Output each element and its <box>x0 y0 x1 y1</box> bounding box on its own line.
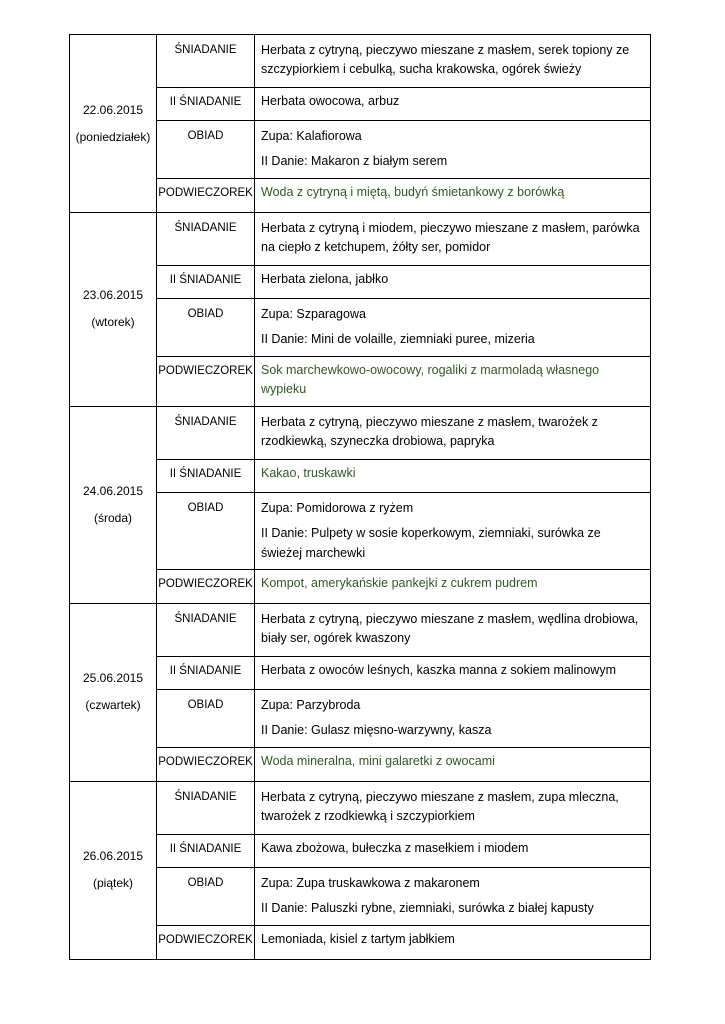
meal-description <box>255 492 651 569</box>
meal-name: II ŚNIADANIE <box>157 88 255 121</box>
meal-description-line: Zupa: Kalafiorowa <box>261 129 362 143</box>
meal-description <box>255 834 651 867</box>
meal-description-line: II Danie: Mini de volaille, ziemniaki puree, mizeria <box>261 332 535 347</box>
meal-name: ŚNIADANIE <box>157 406 255 459</box>
meal-row <box>70 121 651 179</box>
meal-description <box>255 179 651 213</box>
meal-description <box>255 121 651 179</box>
meal-description-line: Herbata z cytryną i miodem, pieczywo mieszane z masłem, parówka na ciepło z ketchupem, żółty ser, pomidor <box>261 221 640 255</box>
meal-description <box>255 747 651 781</box>
day-weekday: (piątek) <box>92 876 133 891</box>
day-cell <box>70 781 157 959</box>
meal-description <box>255 569 651 603</box>
meal-name: OBIAD <box>157 299 255 357</box>
meal-description-line: Zupa: Parzybroda <box>261 697 361 712</box>
meal-name: PODWIECZOREK <box>157 569 255 603</box>
meal-description-line: Zupa: Szparagowa <box>261 307 366 321</box>
meal-name: ŚNIADANIE <box>157 213 255 266</box>
meal-description <box>255 213 651 266</box>
meal-name: ŚNIADANIE <box>157 35 255 88</box>
day-weekday: (środa) <box>93 510 132 525</box>
meal-description-line: Kakao, truskawki <box>261 465 356 480</box>
meal-description-line: Herbata zielona, jabłko <box>261 272 389 286</box>
meal-row <box>70 603 651 656</box>
meal-row <box>70 925 651 959</box>
meal-row <box>70 357 651 407</box>
meal-description <box>255 689 651 747</box>
meal-row <box>70 35 651 88</box>
day-cell <box>70 603 157 781</box>
meal-description <box>255 88 651 121</box>
meal-name: PODWIECZOREK <box>157 925 255 959</box>
meal-description <box>255 35 651 88</box>
meal-description-line: Herbata z cytryną, pieczywo mieszane z masłem, zupa mleczna, twarożek z rzodkiewką i szczypiorkiem <box>261 789 619 824</box>
meal-name: II ŚNIADANIE <box>157 266 255 299</box>
meal-description-line: Kompot, amerykańskie pankejki z cukrem pudrem <box>261 575 538 590</box>
meal-description <box>255 656 651 689</box>
meal-description-line: Kawa zbożowa, bułeczka z masełkiem i miodem <box>261 840 529 855</box>
meal-name: PODWIECZOREK <box>157 747 255 781</box>
meal-name: II ŚNIADANIE <box>157 834 255 867</box>
meal-row <box>70 299 651 357</box>
menu-table <box>69 34 651 960</box>
day-weekday: (wtorek) <box>91 315 135 330</box>
meal-description-line: Zupa: Pomidorowa z ryżem <box>261 500 414 515</box>
meal-description-line: II Danie: Pulpety w sosie koperkowym, ziemniaki, surówka ze świeżej marchewki <box>261 526 601 560</box>
day-date: 26.06.2015 <box>82 849 144 864</box>
day-cell <box>70 213 157 407</box>
meal-row <box>70 88 651 121</box>
meal-row <box>70 656 651 689</box>
meal-description <box>255 299 651 357</box>
meal-description-line: Woda mineralna, mini galaretki z owocami <box>261 753 495 768</box>
meal-name: OBIAD <box>157 121 255 179</box>
day-weekday: (czwartek) <box>85 698 141 713</box>
meal-description-line: II Danie: Makaron z białym serem <box>261 154 448 169</box>
meal-description <box>255 266 651 299</box>
meal-name: OBIAD <box>157 492 255 569</box>
meal-name: PODWIECZOREK <box>157 357 255 407</box>
meal-name: ŚNIADANIE <box>157 781 255 834</box>
meal-name: II ŚNIADANIE <box>157 656 255 689</box>
meal-row <box>70 781 651 834</box>
meal-row <box>70 406 651 459</box>
meal-row <box>70 569 651 603</box>
meal-row <box>70 867 651 925</box>
meal-row <box>70 266 651 299</box>
meal-description <box>255 925 651 959</box>
meal-row <box>70 492 651 569</box>
meal-row <box>70 459 651 492</box>
meal-description-line: Woda z cytryną i miętą, budyń śmietankowy z borówką <box>261 185 565 199</box>
meal-description-line: Zupa: Zupa truskawkowa z makaronem <box>261 875 480 890</box>
meal-description-line: Herbata owocowa, arbuz <box>261 94 400 108</box>
meal-description-line: Lemoniada, kisiel z tartym jabłkiem <box>261 931 455 946</box>
meal-description-line: Herbata z owoców leśnych, kaszka manna z sokiem malinowym <box>261 662 616 677</box>
day-weekday: (poniedziałek) <box>75 129 151 144</box>
meal-description <box>255 781 651 834</box>
meal-row <box>70 213 651 266</box>
meal-description <box>255 357 651 407</box>
day-date: 24.06.2015 <box>82 483 144 498</box>
meal-row <box>70 747 651 781</box>
menu-body <box>70 35 651 960</box>
meal-description <box>255 459 651 492</box>
meal-row <box>70 689 651 747</box>
meal-description-line: Herbata z cytryną, pieczywo mieszane z masłem, twarożek z rzodkiewką, szyneczka drobiowa, papryka <box>261 414 598 449</box>
meal-name: OBIAD <box>157 689 255 747</box>
meal-name: ŚNIADANIE <box>157 603 255 656</box>
meal-description-line: Herbata z cytryną, pieczywo mieszane z masłem, wędlina drobiowa, biały ser, ogórek kwaszony <box>261 611 639 646</box>
day-date: 22.06.2015 <box>82 102 144 117</box>
day-cell <box>70 35 157 213</box>
meal-description <box>255 603 651 656</box>
meal-name: PODWIECZOREK <box>157 179 255 213</box>
day-date: 23.06.2015 <box>82 288 144 303</box>
day-cell <box>70 406 157 603</box>
meal-description-line: II Danie: Gulasz mięsno-warzywny, kasza <box>261 723 492 738</box>
meal-description-line: Herbata z cytryną, pieczywo mieszane z masłem, serek topiony ze szczypiorkiem i cebulką, sucha krakowska, ogórek świeży <box>261 43 630 77</box>
day-date: 25.06.2015 <box>82 671 144 686</box>
meal-description-line: II Danie: Paluszki rybne, ziemniaki, surówka z białej kapusty <box>261 901 594 916</box>
meal-description <box>255 406 651 459</box>
meal-row <box>70 179 651 213</box>
meal-name: OBIAD <box>157 867 255 925</box>
meal-description-line: Sok marchewkowo-owocowy, rogaliki z marmoladą własnego wypieku <box>261 363 600 397</box>
meal-name: II ŚNIADANIE <box>157 459 255 492</box>
meal-row <box>70 834 651 867</box>
meal-description <box>255 867 651 925</box>
